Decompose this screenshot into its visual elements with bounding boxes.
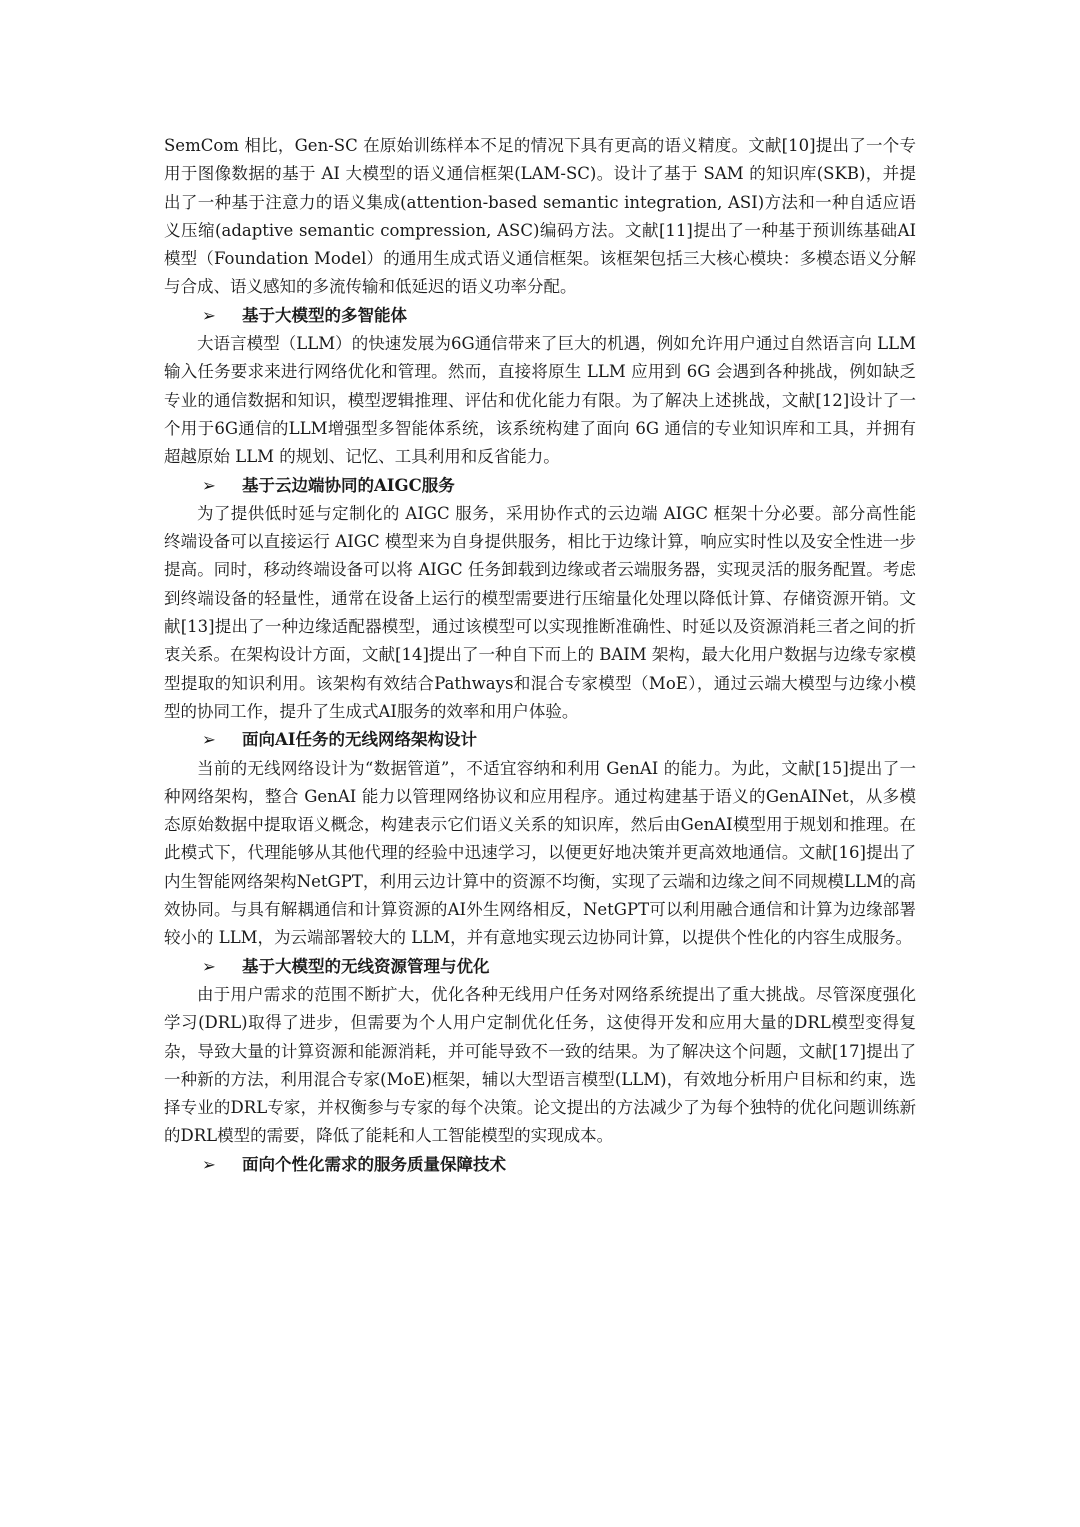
paragraph-resource-management: 由于用户需求的范围不断扩大，优化各种无线用户任务对网络系统提出了重大挑战。尽管深度强化学习(DRL)取得了进步，但需要为个人用户定制优化任务，这使得开发和应用大量的DRL模型变得复杂，导致大量的计算资源和能源消耗，并可能导致不一致的结果。为了解决这个问题，文献[17]提出了一种新的方法，利用混合专家(MoE)框架，辅以大型语言模型(LLM)，有效地分析用户目标和约束，选择专业的DRL专家，并权衡参与专家的每个决策。论文提出的方法减少了为每个独特的优化问题训练新的DRL模型的需要，降低了能耗和人工智能模型的实现成本。 [164,984,916,1146]
paragraph-aigc-service: 为了提供低时延与定制化的 AIGC 服务，采用协作式的云边端 AIGC 框架十分必要。部分高性能终端设备可以直接运行 AIGC 模型来为自身提供服务，相比于边缘计算，响应实时性以及安全性进一步提高。同时，移动终端设备可以将 AIGC 任务卸载到边缘或者云端服务器，实现灵活的服务配置。考虑到终端设备的轻量性，通常在设备上运行的模型需要进行压缩量化处理以降低计算、存储资源开销。文献[13]提出了一种边缘适配器模型，通过该模型可以实现推断准确性、时延以及资源消耗三者之间的折衷关系。在架构设计方面，文献[14]提出了一种自下而上的 BAIM 架构，最大化用户数据与边缘专家模型提取的知识利用。该架构有效结合Pathways和混合专家模型（MoE），通过云端大模型与边缘小模型的协同工作，提升了生成式AI服务的效率和用户体验。 [164,503,916,721]
section-heading-text: 面向个性化需求的服务质量保障技术 [242,1154,506,1174]
arrow-bullet-icon: ➢ [202,730,216,750]
paragraph-network-architecture: 当前的无线网络设计为“数据管道”，不适宜容纳和利用 GenAI 的能力。为此，文献[15]提出了一种网络架构，整合 GenAI 能力以管理网络协议和应用程序。通过构建基于语义的GenAINet，从多模态原始数据中提取语义概念，构建表示它们语义关系的知识库，然后由GenAI模型用于规划和推理。在此模式下，代理能够从其他代理的经验中迅速学习，以便更好地决策并更高效地通信。文献[16]提出了内生智能网络架构NetGPT，利用云边计算中的资源不均衡，实现了云端和边缘之间不同规模LLM的高效协同。与具有解耦通信和计算资源的AI外生网络相反，NetGPT可以利用融合通信和计算为边缘部署较小的 LLM，为云端部署较大的 LLM，并有意地实现云边协同计算，以提供个性化的内容生成服务。 [164,758,916,948]
section-heading-text: 面向AI任务的无线网络架构设计 [242,730,478,750]
section-heading-qos [164,1151,916,1179]
section-heading-multi-agent [164,302,916,330]
section-heading-text: 基于大模型的多智能体 [242,305,407,325]
document-page [164,132,916,1179]
section-heading-network-architecture [164,726,916,754]
section-heading-text: 基于大模型的无线资源管理与优化 [242,956,490,976]
arrow-bullet-icon: ➢ [202,1154,216,1174]
section-heading-text: 基于云边端协同的AIGC服务 [242,475,455,495]
paragraph-multi-agent: 大语言模型（LLM）的快速发展为6G通信带来了巨大的机遇，例如允许用户通过自然语言向 LLM 输入任务要求来进行网络优化和管理。然而，直接将原生 LLM 应用到 6G 会遇到各种挑战，例如缺乏专业的通信数据和知识，模型逻辑推理、评估和优化能力有限。为了解决上述挑战，文献[12]设计了一个用于6G通信的LLM增强型多智能体系统，该系统构建了面向 6G 通信的专业知识库和工具，并拥有超越原始 LLM 的规划、记忆、工具利用和反省能力。 [164,334,916,467]
arrow-bullet-icon: ➢ [202,956,216,976]
section-heading-resource-management [164,953,916,981]
arrow-bullet-icon: ➢ [202,475,216,495]
paragraph-semcom-intro: SemCom 相比，Gen-SC 在原始训练样本不足的情况下具有更高的语义精度。文献[10]提出了一个专用于图像数据的基于 AI 大模型的语义通信框架(LAM-SC)。设计了基于 SAM 的知识库(SKB)，并提出了一种基于注意力的语义集成(attention-based semantic integration, ASI)方法和一种自适应语义压缩(adaptive semantic compression, ASC)编码方法。文献[11]提出了一种基于预训练基础AI模型（Foundation Model）的通用生成式语义通信框架。该框架包括三大核心模块：多模态语义分解与合成、语义感知的多流传输和低延迟的语义功率分配。 [164,136,916,297]
section-heading-aigc-service [164,472,916,500]
arrow-bullet-icon: ➢ [202,305,216,325]
